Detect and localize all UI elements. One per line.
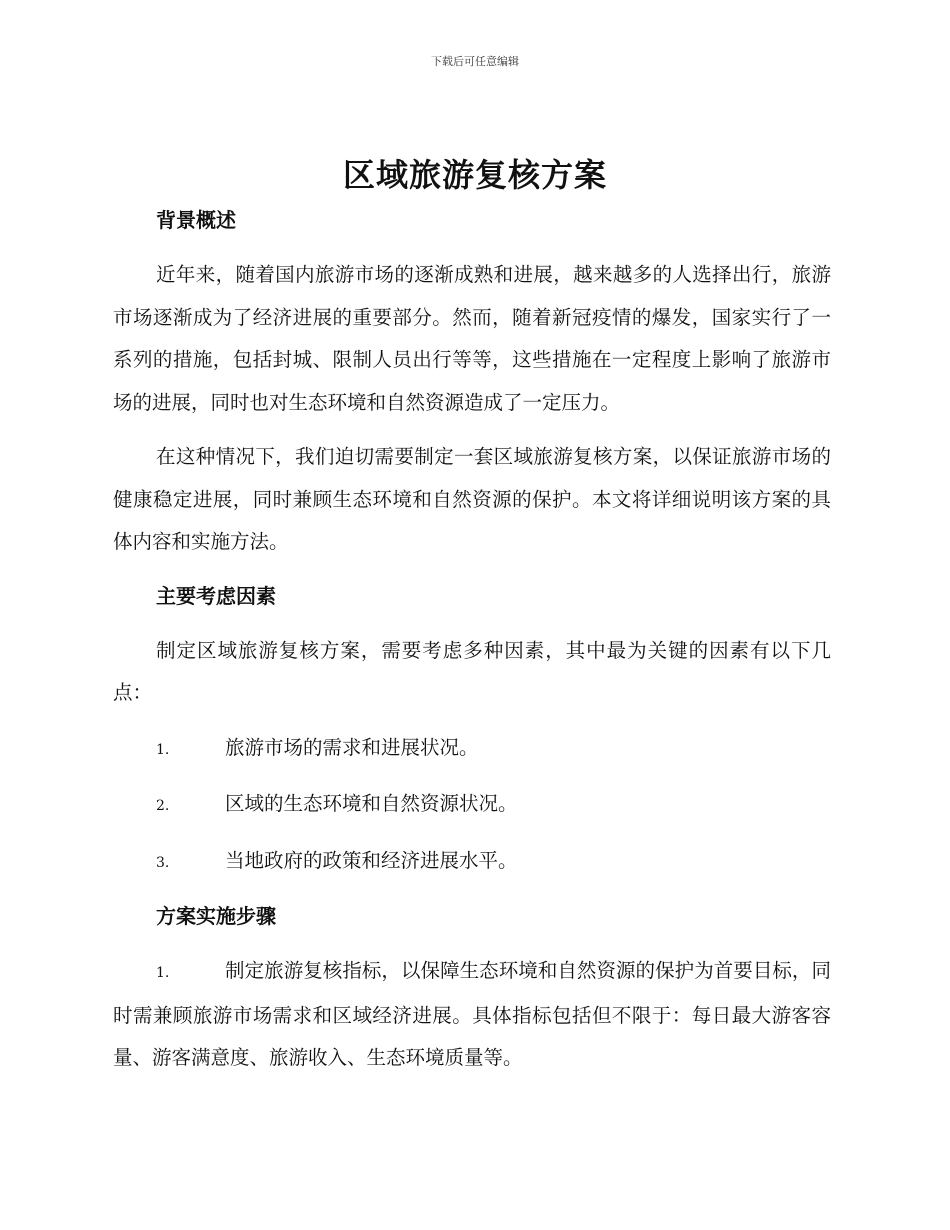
section-heading-background: 背景概述 (156, 208, 236, 232)
document-body (113, 200, 831, 1092)
factors-list (113, 727, 831, 885)
paragraph: 在这种情况下，我们迫切需要制定一套区域旅游复核方案，以保证旅游市场的健康稳定进展，同时兼顾生态环境和自然资源的保护。本文将详细说明该方案的具体内容和实施方法。 (113, 445, 831, 553)
list-item (113, 727, 831, 772)
list-item-number: 3. (156, 854, 170, 871)
list-item-number: 1. (156, 741, 170, 758)
list-item-text: 区域的生态环境和自然资源状况。 (225, 792, 518, 815)
list-item-text: 当地政府的政策和经济进展水平。 (225, 848, 518, 872)
section-heading-steps: 方案实施步骤 (156, 904, 276, 928)
paragraph: 制定区域旅游复核方案，需要考虑多种因素，其中最为关键的因素有以下几点： (113, 638, 831, 704)
paragraph: 近年来，随着国内旅游市场的逐渐成熟和进展，越来越多的人选择出行，旅游市场逐渐成为了经济进展的重要部分。然而，随着新冠疫情的爆发，国家实行了一系列的措施，包括封城、限制人员出行等等，这些措施在一定程度上影响了旅游市场的进展，同时也对生态环境和自然资源造成了一定压力。 (113, 263, 831, 414)
step-number: 1. (156, 965, 170, 981)
list-item-text: 旅游市场的需求和进展状况。 (225, 735, 479, 759)
step-paragraph (113, 950, 831, 1080)
list-item (113, 783, 831, 828)
header-note: 下载后可任意编辑 (431, 55, 519, 68)
section-heading-factors: 主要考虑因素 (156, 583, 276, 608)
step-text: 制定旅游复核指标，以保障生态环境和自然资源的保护为首要目标，同时需兼顾旅游市场需求和区域经济进展。具体指标包括但不限于：每日最大游客容量、游客满意度、旅游收入、生态环境质量等。 (113, 959, 831, 1069)
list-item-number: 2. (156, 798, 170, 814)
list-item (113, 840, 831, 885)
document-title: 区域旅游复核方案 (342, 156, 607, 194)
